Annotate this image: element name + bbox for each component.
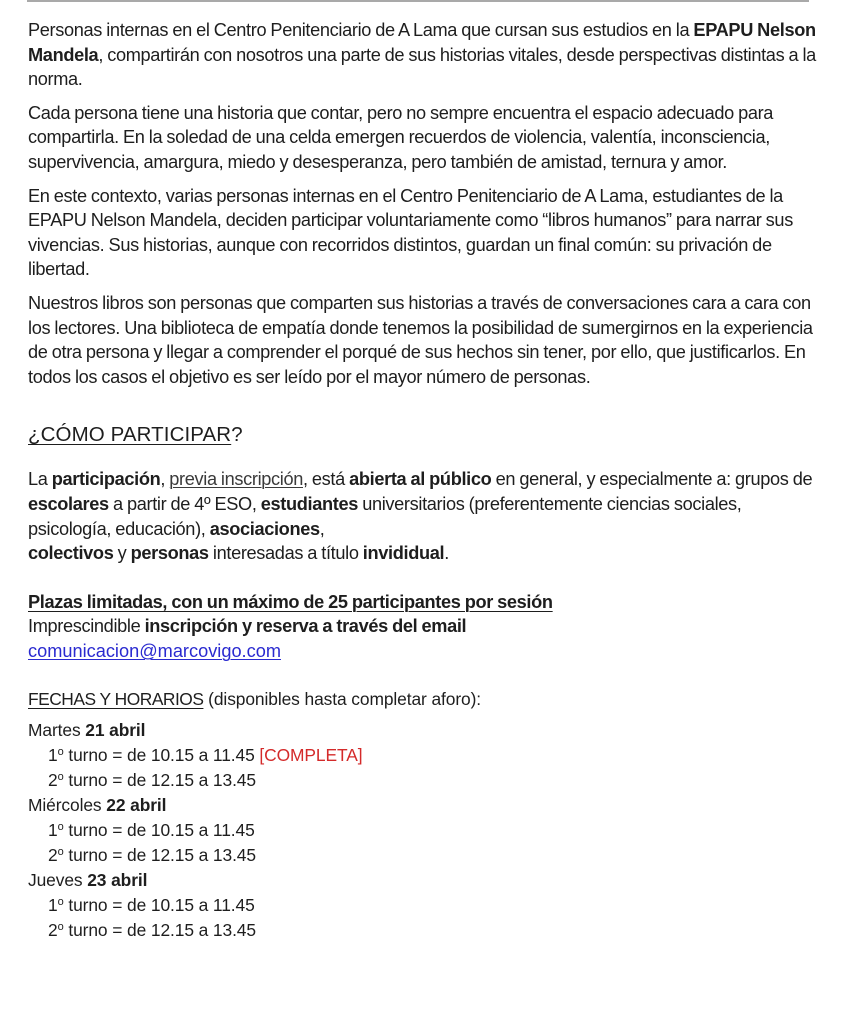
date: 22 abril <box>106 795 167 816</box>
time-slot <box>48 843 828 868</box>
seat-limit-notice: Plazas limitadas, con un máximo de 25 participantes por sesión <box>28 591 553 612</box>
intro-section <box>28 18 828 389</box>
ordinal-mark: o <box>57 846 64 859</box>
weekday: Martes <box>28 720 86 741</box>
intro-text: Personas internas en el Centro Penitenciario de A Lama que cursan sus estudios en la <box>28 20 694 40</box>
slot-number: 1 <box>48 745 58 766</box>
bold-run: personas <box>130 543 209 564</box>
intro-paragraph-3: En este contexto, varias personas internas en el Centro Penitenciario de A Lama, estudiantes de la EPAPU Nelson Mandela, deciden participar voluntariamente como “libros humanos” para narrar sus vivencias. Sus historias, aunque con recorridos distintos, guardan un final común: su privación de libertad. <box>28 185 793 280</box>
participate-heading-text: ¿CÓMO PARTICIPAR <box>28 423 232 447</box>
bold-run: asociaciones <box>209 518 320 539</box>
text-run: y <box>113 543 131 564</box>
slot-number: 2 <box>48 845 58 866</box>
document-body <box>28 18 828 943</box>
schedule-heading <box>28 687 828 712</box>
slot-number: 2 <box>48 770 58 791</box>
email-link[interactable]: comunicacion@marcovigo.com <box>28 640 281 661</box>
slot-number: 1 <box>48 820 58 841</box>
text-run: , está <box>303 469 350 490</box>
weekday: Jueves <box>28 870 88 891</box>
time-slot <box>48 768 828 793</box>
schedule-day <box>28 793 828 868</box>
slot-time: turno = de 12.15 a 13.45 <box>63 770 256 791</box>
schedule-section <box>28 687 828 943</box>
date: 23 abril <box>87 870 148 891</box>
school-name: EPAPU Nelson Mandela <box>28 20 816 65</box>
date: 21 abril <box>85 720 146 741</box>
ordinal-mark: o <box>57 771 64 784</box>
participate-paragraph <box>28 467 828 565</box>
underlined-run: previa inscripción <box>169 469 304 490</box>
bold-run: estudiantes <box>260 493 358 514</box>
text-run: interesadas a título <box>208 543 363 564</box>
registration-requirement <box>28 614 828 639</box>
text-run: . <box>444 543 449 564</box>
intro-paragraph-1 <box>28 18 828 92</box>
top-divider <box>27 0 809 2</box>
bold-run: escolares <box>28 493 109 514</box>
schedule-heading-title: FECHAS Y HORARIOS <box>28 689 204 710</box>
slot-number: 1 <box>48 895 58 916</box>
time-slot <box>48 893 828 918</box>
schedule-day <box>28 718 828 793</box>
intro-paragraph-4: Nuestros libros son personas que comparten sus historias a través de conversaciones cara a cara con los lectores. Una biblioteca de empatía donde tenemos la posibilidad de sumergirnos en la experiencia de otra persona y llegar a comprender el porqué de sus hechos sin tener, por ello, que justificarlos. En todos los casos el objetivo es ser leído por el mayor número de personas. <box>28 292 813 387</box>
day-label <box>28 868 828 893</box>
slot-time: turno = de 12.15 a 13.45 <box>63 845 256 866</box>
text-run: a partir de 4º ESO, <box>108 493 261 514</box>
weekday: Miércoles <box>28 795 107 816</box>
slot-full-badge: [COMPLETA] <box>259 745 363 766</box>
ordinal-mark: o <box>57 821 64 834</box>
text-run: Imprescindible <box>28 616 145 637</box>
schedule-day <box>28 868 828 943</box>
ordinal-mark: o <box>57 896 64 909</box>
slot-time: turno = de 12.15 a 13.45 <box>63 920 256 941</box>
slot-time: turno = de 10.15 a 11.45 <box>63 745 255 766</box>
ordinal-mark: o <box>57 746 64 759</box>
intro-text: , compartirán con nosotros una parte de sus historias vitales, desde perspectivas distintas a la norma. <box>28 44 816 90</box>
participate-heading <box>28 421 828 449</box>
schedule-heading-note: (disponibles hasta completar aforo): <box>203 689 482 710</box>
day-label <box>28 718 828 743</box>
text-run: , <box>160 469 170 490</box>
bold-run: participación <box>51 469 161 490</box>
slot-time: turno = de 10.15 a 11.45 <box>63 820 255 841</box>
text-run: La <box>28 469 52 490</box>
bold-run: colectivos <box>28 543 114 564</box>
bold-run: invididual <box>362 543 445 564</box>
time-slot <box>48 918 828 943</box>
text-run: universitarios (preferentemente ciencias sociales, psicología, educación), <box>28 493 742 539</box>
time-slot <box>48 743 828 768</box>
bold-run: inscripción y reserva a través del email <box>144 616 467 637</box>
slot-number: 2 <box>48 920 58 941</box>
day-label <box>28 793 828 818</box>
registration-section <box>28 590 828 664</box>
text-run: , <box>319 518 325 539</box>
slot-time: turno = de 10.15 a 11.45 <box>63 895 255 916</box>
time-slot <box>48 818 828 843</box>
intro-paragraph-2: Cada persona tiene una historia que contar, pero no sempre encuentra el espacio adecuado para compartirla. En la soledad de una celda emergen recuerdos de violencia, valentía, inconsciencia, supervivencia, amargura, miedo y desesperanza, pero también de amistad, ternura y amor. <box>28 102 774 172</box>
text-run: en general, y especialmente a: grupos de <box>491 469 813 490</box>
bold-run: abierta al público <box>349 469 492 490</box>
ordinal-mark: o <box>57 921 64 934</box>
participate-heading-mark: ? <box>231 423 243 447</box>
